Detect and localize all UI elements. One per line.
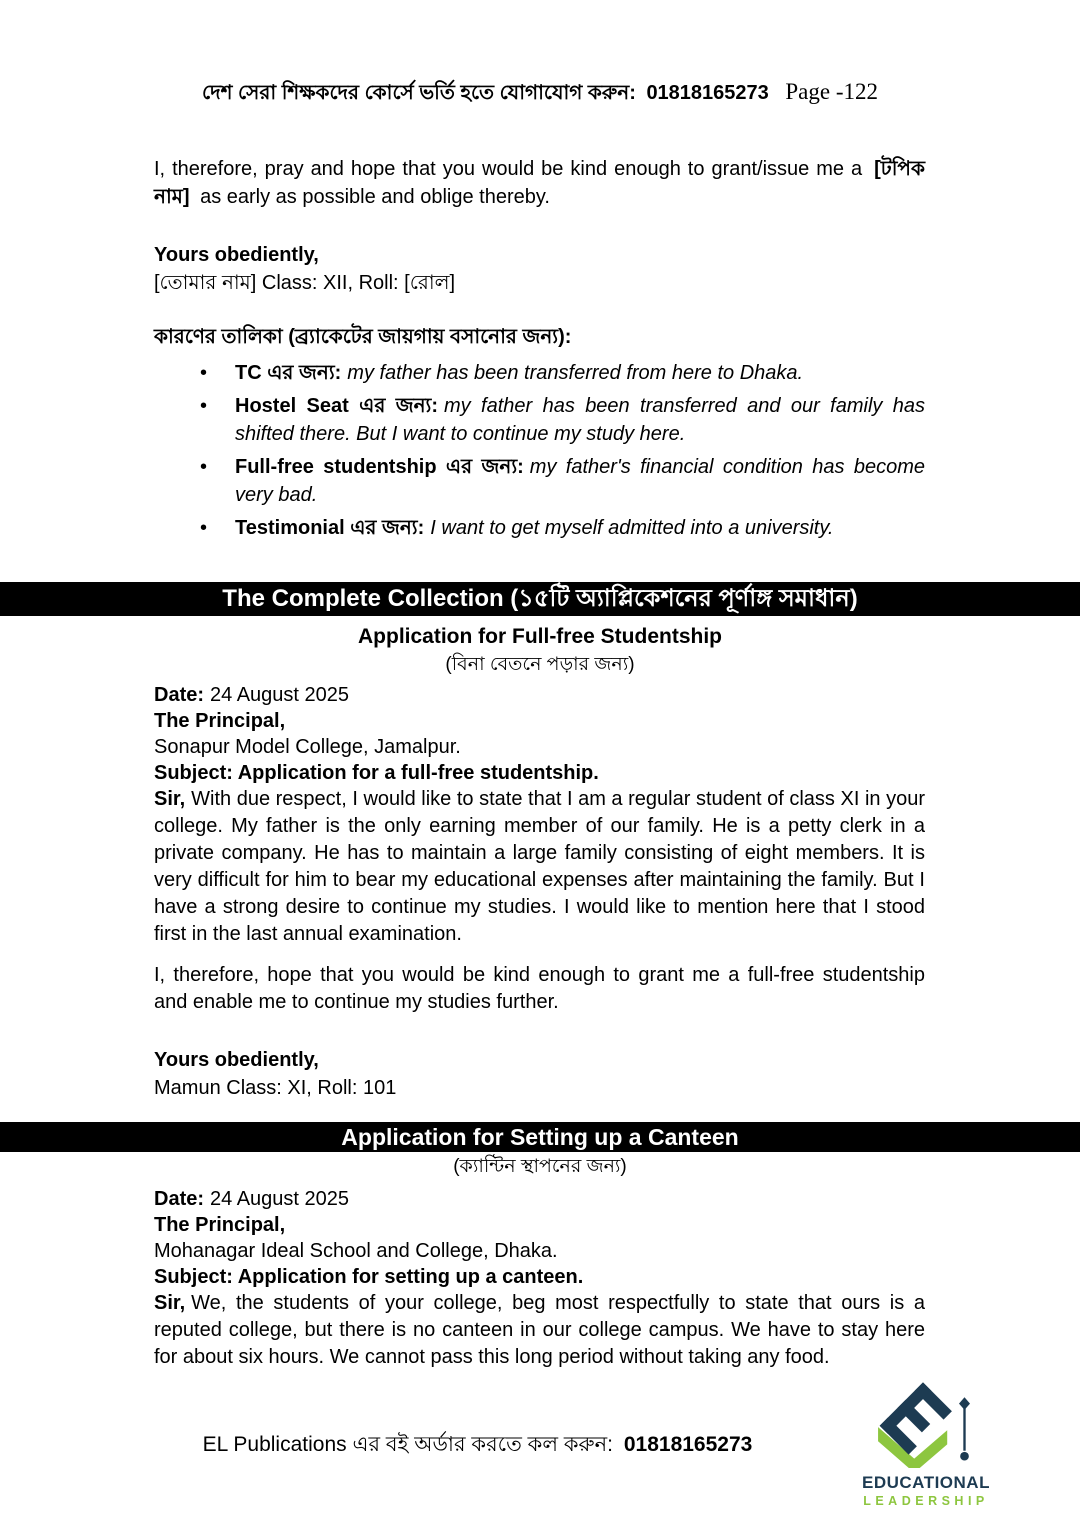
reason-text: I want to get myself admitted into a university. (430, 517, 834, 539)
list-item-text (235, 359, 925, 387)
app2-subtitle: (ক্যান্টিন স্থাপনের জন্য) (453, 1156, 627, 1177)
reason-label: Testimonial এর জন্য: (235, 517, 425, 539)
list-item (200, 453, 925, 509)
app2-date-line (154, 1186, 925, 1212)
logo-text-leadership: LEADERSHIP (863, 1494, 989, 1508)
app1-closing: Yours obediently, (154, 1049, 319, 1071)
reason-label: Full-free studentship এর জন্য: (235, 456, 524, 478)
app2-subject: Subject: Application for setting up a canteen. (154, 1266, 584, 1288)
app2-body-paragraph (0, 1290, 1080, 1371)
app1-subtitle: (বিনা বেতনে পড়ার জন্য) (445, 654, 635, 675)
app1-header-block (0, 682, 1080, 786)
app2-recipient: The Principal, (154, 1214, 286, 1236)
footer-text: EL Publications এর বই অর্ডার করতে কল করুন: (202, 1433, 614, 1456)
list-item (200, 392, 925, 448)
list-item (200, 359, 925, 387)
reason-text: my father has been transferred from here to Dhaka. (347, 362, 804, 384)
app1-date-line (154, 682, 925, 708)
header-phone: 01818165273 (646, 82, 769, 104)
app1-body-paragraph (0, 786, 1080, 948)
date-label: Date: (154, 684, 205, 706)
salutation: Sir, (154, 1292, 186, 1314)
page-header (0, 78, 1080, 111)
intro-signature: [তোমার নাম] Class: XII, Roll: [রোল] (154, 272, 456, 294)
header-contact-text: দেশ সেরা শিক্ষকদের কোর্সে ভর্তি হতে যোগাযোগ করুন: (202, 82, 636, 104)
footer-order-line (0, 1428, 960, 1463)
reason-text: my father has been transferred and our family has shifted there. But I want to continue my study here. (235, 395, 926, 445)
intro-paragraph (0, 155, 1080, 211)
reason-label: Hostel Seat এর জন্য: (235, 395, 439, 417)
list-item (200, 514, 925, 542)
bullet-icon: • (200, 395, 208, 417)
intro-text-after: as early as possible and oblige thereby. (200, 186, 550, 208)
topic-placeholder: [টপিক নাম] (154, 158, 925, 208)
reason-label: TC এর জন্য: (235, 362, 342, 384)
list-item-text (235, 453, 925, 509)
document-body (0, 155, 1080, 1371)
bullet-icon: • (200, 362, 208, 384)
bullet-icon: • (200, 517, 208, 539)
page-number: Page -122 (785, 79, 878, 104)
app1-recipient: The Principal, (154, 710, 286, 732)
app2-body-text: We, the students of your college, beg most respectfully to state that ours is a reputed college, but there is no canteen in our college campus. We have to stay here for about six hours. We cannot pass this long period without taking any food. (154, 1292, 925, 1368)
intro-closing: Yours obediently, (154, 244, 319, 266)
logo-text-educational: EDUCATIONAL (862, 1473, 990, 1492)
reasons-heading: কারণের তালিকা (ব্র্যাকেটের জায়গায় বসানোর জন্য): (154, 326, 572, 348)
app1-body-text: With due respect, I would like to state that I am a regular student of class XI in your college. My father is the only earning member of our family. He is a petty clerk in a private company. He has to maintain a large family consisting of eight members. It is very difficult for him to bear my educational expenses after maintaining the family. But I have a strong desire to continue my studies. I would like to mention here that I stood first in the last annual examination. (154, 788, 925, 945)
app2-address: Mohanagar Ideal School and College, Dhaka. (154, 1240, 558, 1262)
reason-text: my father's financial condition has become very bad. (235, 456, 926, 506)
list-item-text (235, 392, 925, 448)
salutation: Sir, (154, 788, 186, 810)
intro-text-before: I, therefore, pray and hope that you would be kind enough to grant/issue me a (154, 158, 863, 180)
app1-signature: Mamun Class: XI, Roll: 101 (154, 1077, 397, 1099)
app1-subject: Subject: Application for a full-free studentship. (154, 762, 599, 784)
reasons-list (0, 359, 1080, 542)
app1-address: Sonapur Model College, Jamalpur. (154, 736, 461, 758)
date-value: 24 August 2025 (210, 1188, 350, 1210)
collection-banner: The Complete Collection (১৫টি অ্যাপ্লিকেশনের পূর্ণাঙ্গ সমাধান) (0, 582, 1080, 616)
app2-banner: Application for Setting up a Canteen (0, 1122, 1080, 1152)
app2-header-block (0, 1186, 1080, 1290)
graduation-cap-logo-icon (867, 1380, 985, 1468)
bullet-icon: • (200, 456, 208, 478)
list-item-text (235, 514, 925, 542)
date-label: Date: (154, 1188, 205, 1210)
app1-title: Application for Full-free Studentship (358, 625, 722, 648)
footer-phone: 01818165273 (623, 1433, 753, 1456)
educational-leadership-logo (848, 1380, 1004, 1509)
date-value: 24 August 2025 (210, 684, 350, 706)
app1-second-paragraph: I, therefore, hope that you would be kind enough to grant me a full-free studentship and enable me to continue my studies further. (154, 964, 925, 1013)
